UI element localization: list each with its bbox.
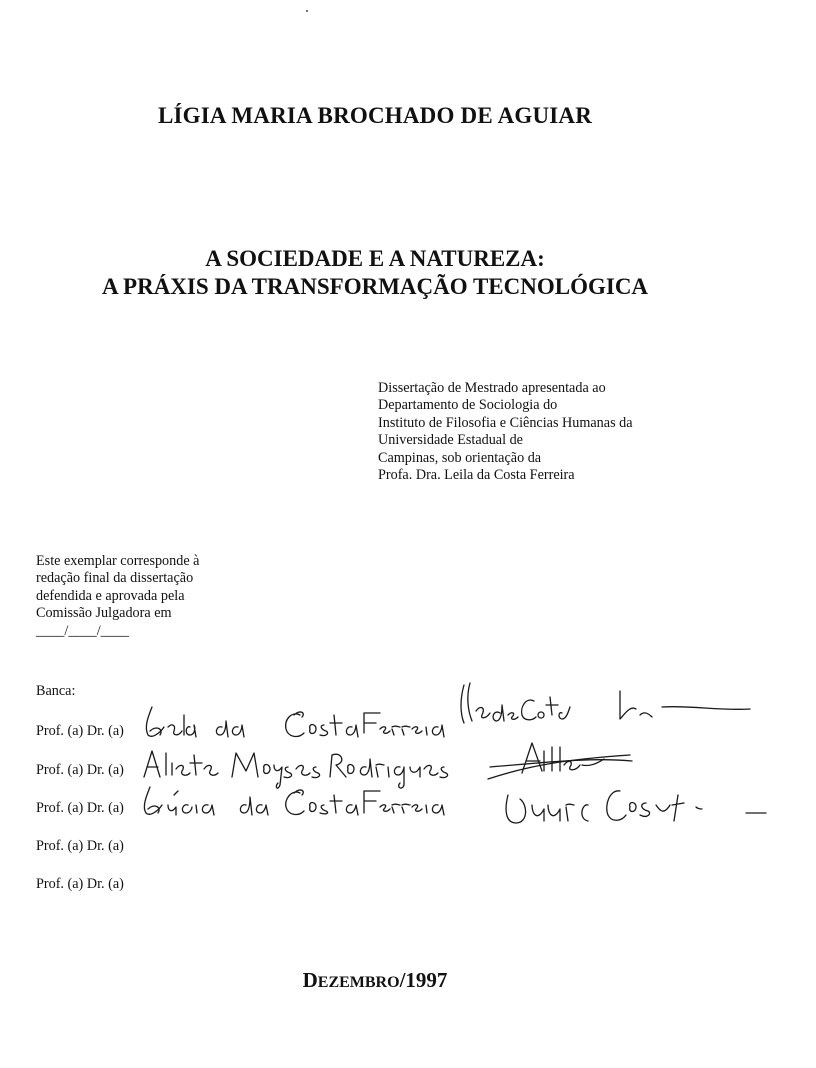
author-name: LÍGIA MARIA BROCHADO DE AGUIAR — [157, 103, 593, 128]
committee-member-label: Prof. (a) Dr. (a) — [36, 800, 124, 816]
signature-3 — [506, 791, 766, 823]
date-initial: D — [302, 968, 318, 992]
handwritten-name-2 — [144, 751, 448, 788]
description-line: Campinas, sob orientação da — [378, 449, 542, 466]
committee-member-label: Prof. (a) Dr. (a) — [36, 876, 124, 892]
title-line-2: A PRÁXIS DA TRANSFORMAÇÃO TECNOLÓGICA — [101, 274, 649, 299]
signature-1 — [461, 683, 750, 723]
signature-2 — [488, 743, 632, 779]
handwritten-name-3 — [144, 787, 444, 815]
description-line: Universidade Estadual de — [378, 432, 523, 449]
committee-member-label: Prof. (a) Dr. (a) — [36, 762, 124, 778]
approval-date-blank: ____/____/____ — [36, 622, 130, 639]
submission-date — [0, 968, 750, 993]
title-line-1: A SOCIEDADE E A NATUREZA: — [205, 246, 545, 271]
description-line: Instituto de Filosofia e Ciências Humanas da — [378, 414, 633, 431]
date-month-smallcaps: EZEMBRO — [317, 974, 400, 991]
description-line: Dissertação de Mestrado apresentada ao — [378, 380, 606, 396]
banca-label: Banca: — [36, 683, 76, 699]
final-version-note — [36, 553, 199, 640]
description-line: Departamento de Sociologia do — [378, 397, 558, 414]
handwritten-signatures — [130, 655, 770, 845]
description-line: Profa. Dra. Leila da Costa Ferreira — [378, 467, 575, 484]
note-line: Comissão Julgadora em — [36, 605, 172, 622]
committee-member-label: Prof. (a) Dr. (a) — [36, 838, 124, 854]
dissertation-description — [378, 380, 633, 484]
handwritten-name-1 — [146, 707, 444, 737]
committee-member-label: Prof. (a) Dr. (a) — [36, 723, 124, 739]
scan-speck — [306, 10, 308, 12]
date-year: /1997 — [399, 968, 448, 992]
note-line: redação final da dissertação — [36, 570, 194, 587]
note-line: defendida e aprovada pela — [36, 587, 185, 604]
note-line: Este exemplar corresponde à — [36, 553, 200, 569]
